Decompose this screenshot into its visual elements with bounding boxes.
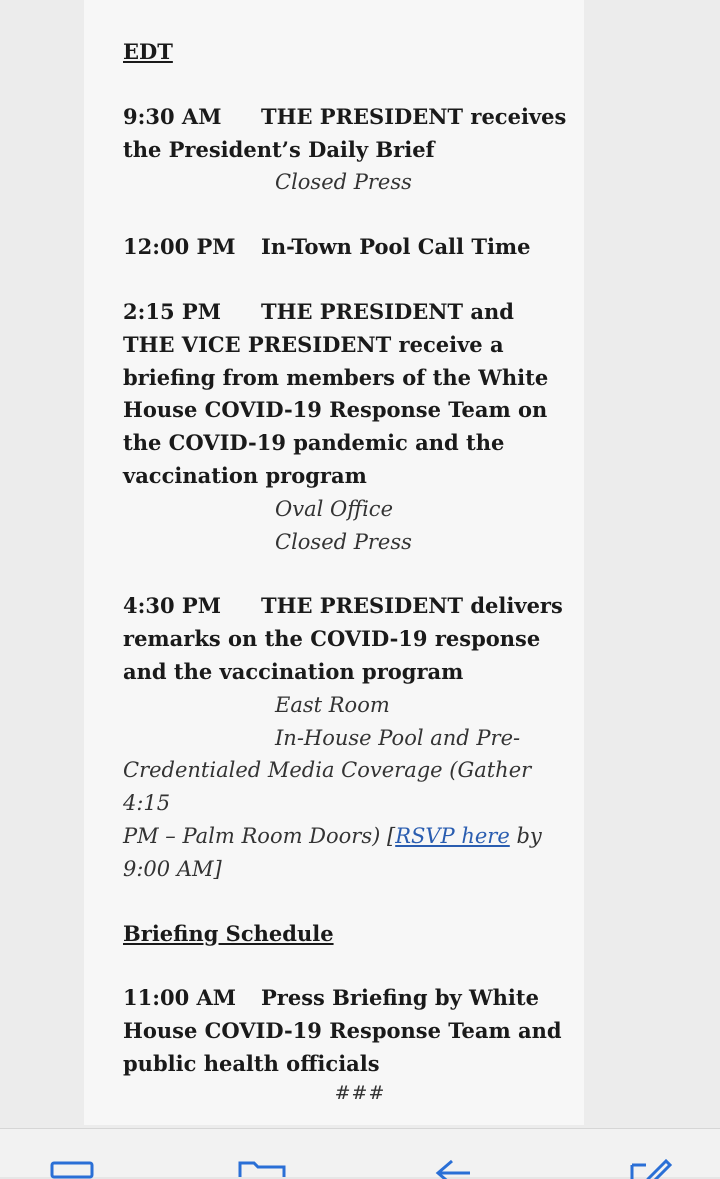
schedule-item-header <box>123 590 573 623</box>
schedule-title: THE PRESIDENT and <box>261 298 514 324</box>
schedule-time: 4:30 PM <box>123 593 221 619</box>
schedule-title-cont: briefing from members of the White <box>123 364 549 390</box>
end-mark: ### <box>334 1082 386 1104</box>
coverage-text: by <box>509 823 542 848</box>
schedule-title-cont: vaccination program <box>123 462 367 488</box>
compose-icon[interactable] <box>628 1159 676 1179</box>
schedule-title-cont: the President’s Daily Brief <box>123 136 435 162</box>
rsvp-link[interactable]: RSVP here <box>395 823 510 848</box>
bottom-toolbar <box>0 1128 720 1177</box>
schedule-title-cont: remarks on the COVID-19 response <box>123 626 541 652</box>
schedule-note: East Room <box>275 692 390 717</box>
archive-icon[interactable] <box>50 1159 98 1179</box>
schedule-title-cont: and the vaccination program <box>123 658 464 684</box>
coverage-note <box>123 820 573 853</box>
schedule-title-cont: the COVID-19 pandemic and the <box>123 430 505 456</box>
schedule-item-header <box>123 231 573 264</box>
email-content <box>123 36 573 1081</box>
schedule-title: In-Town Pool Call Time <box>261 234 531 260</box>
coverage-note: 9:00 AM] <box>123 856 222 881</box>
schedule-time: 12:00 PM <box>123 234 236 260</box>
coverage-text: PM – Palm Room Doors) [ <box>123 823 396 848</box>
schedule-title-cont: House COVID-19 Response Team on <box>123 397 548 423</box>
schedule-note: Closed Press <box>275 529 412 554</box>
schedule-title: THE PRESIDENT delivers <box>261 593 563 619</box>
schedule-time: 9:30 AM <box>123 103 222 129</box>
timezone-heading: EDT <box>123 39 173 64</box>
schedule-title-cont: THE VICE PRESIDENT receive a <box>123 331 504 357</box>
schedule-item-header <box>123 296 573 329</box>
briefing-title-cont: public health officials <box>123 1050 380 1076</box>
briefing-item-header <box>123 982 573 1015</box>
briefing-time: 11:00 AM <box>123 985 237 1011</box>
schedule-item-header <box>123 101 573 134</box>
schedule-note: In-House Pool and Pre- <box>275 725 521 750</box>
briefing-title-cont: House COVID-19 Response Team and <box>123 1018 562 1044</box>
reply-icon[interactable] <box>430 1159 478 1179</box>
briefing-heading: Briefing Schedule <box>123 920 334 946</box>
coverage-note: Credentialed Media Coverage (Gather 4:15 <box>123 758 532 816</box>
briefing-title: Press Briefing by White <box>261 985 539 1011</box>
schedule-note: Closed Press <box>275 170 412 195</box>
schedule-title: THE PRESIDENT receives <box>261 103 567 129</box>
schedule-time: 2:15 PM <box>123 298 221 324</box>
schedule-note: Oval Office <box>275 496 393 521</box>
folder-icon[interactable] <box>238 1159 286 1179</box>
